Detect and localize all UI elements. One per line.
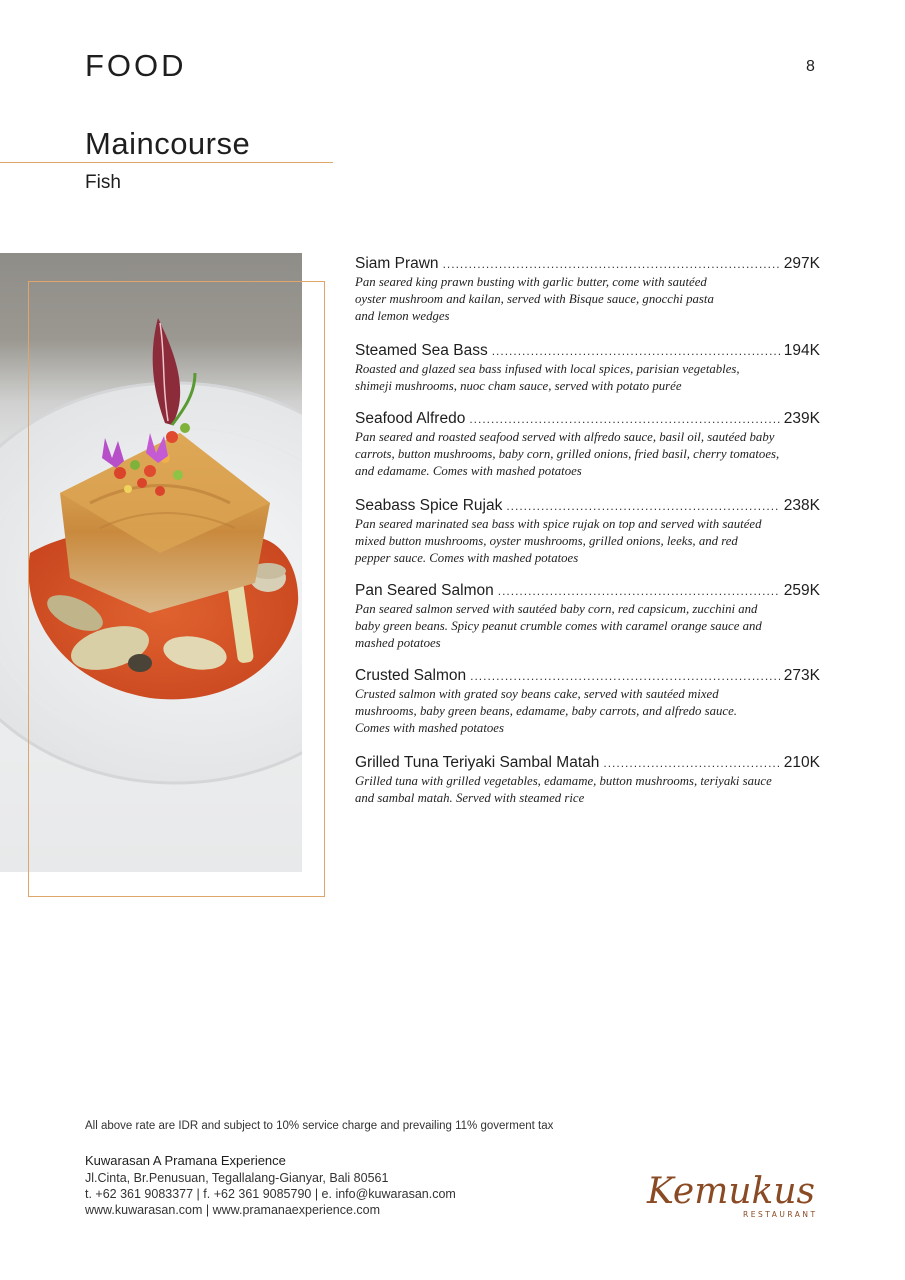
menu-item-line [355,341,820,361]
menu-item-line [355,496,820,516]
menu-item-name: Steamed Sea Bass [355,342,488,359]
menu-item-description: and lemon wedges [355,309,450,323]
menu-item-description: and edamame. Comes with mashed potatoes [355,464,582,478]
menu-item-price: 194K [783,342,820,359]
menu-item-line [355,666,820,686]
menu-item-description: oyster mushroom and kailan, served with Bisque sauce, gnocchi pasta [355,292,714,306]
menu-item [355,254,820,325]
menu-item-description: Roasted and glazed sea bass infused with local spices, parisian vegetables, [355,362,740,376]
menu-item-price: 239K [783,410,820,427]
menu-item [355,409,820,480]
dot-leader [492,342,780,361]
menu-item-name: Seabass Spice Rujak [355,497,503,514]
menu-item-description: mushrooms, baby green beans, edamame, baby carrots, and alfredo sauce. [355,704,737,718]
dot-leader [443,255,780,274]
menu-item-name: Crusted Salmon [355,667,467,684]
menu-item [355,341,820,395]
company-address: Jl.Cinta, Br.Penusuan, Tegallalang-Gianyar, Bali 80561 [85,1171,389,1185]
menu-item-description: mixed button mushrooms, oyster mushrooms, grilled onions, leeks, and red [355,534,738,548]
photo-frame [28,281,325,897]
menu-item-price: 259K [783,582,820,599]
category-label: Fish [85,172,121,193]
menu-item-name: Pan Seared Salmon [355,582,494,599]
menu-item-price: 210K [783,754,820,771]
menu-item-line [355,254,820,274]
company-contact: t. +62 361 9083377 | f. +62 361 9085790 | e. info@kuwarasan.com [85,1187,456,1201]
menu-item-description: Pan seared salmon served with sautéed baby corn, red capsicum, zucchini and [355,602,758,616]
menu-item [355,666,820,737]
menu-item-name: Grilled Tuna Teriyaki Sambal Matah [355,754,600,771]
subsection-title: Maincourse [85,126,251,161]
menu-item-description: Pan seared and roasted seafood served with alfredo sauce, basil oil, sautéed baby [355,430,775,444]
menu-item [355,581,820,652]
menu-item [355,496,820,567]
price-note: All above rate are IDR and subject to 10% service charge and prevailing 11% goverment tax [85,1120,554,1132]
dot-leader [498,582,780,601]
dot-leader [470,667,780,686]
menu-item-description: shimeji mushrooms, nuoc cham sauce, served with potato purée [355,379,682,393]
company-websites[interactable]: www.kuwarasan.com | www.pramanaexperience.com [85,1203,381,1217]
menu-item [355,753,820,807]
menu-item-description: Pan seared marinated sea bass with spice rujak on top and served with sautéed [355,517,762,531]
menu-item-price: 273K [783,667,820,684]
menu-item-description: Grilled tuna with grilled vegetables, edamame, button mushrooms, teriyaki sauce [355,774,772,788]
dot-leader [506,497,779,516]
menu-item-name: Seafood Alfredo [355,410,466,427]
menu-item-price: 238K [783,497,820,514]
page-number: 8 [806,58,815,75]
menu-item-name: Siam Prawn [355,255,439,272]
menu-item-description: and sambal matah. Served with steamed rice [355,791,585,805]
menu-item-line [355,753,820,773]
restaurant-logo [645,1165,830,1225]
menu-item-line [355,409,820,429]
title-divider [0,162,333,163]
company-name: Kuwarasan A Pramana Experience [85,1153,286,1168]
menu-list [355,254,820,807]
menu-item-description: mashed potatoes [355,636,441,650]
dot-leader [603,754,779,773]
menu-item-description: baby green beans. Spicy peanut crumble comes with caramel orange sauce and [355,619,762,633]
menu-item-description: Comes with mashed potatoes [355,721,504,735]
menu-item-line [355,581,820,601]
logo-wordmark: Kemukus [647,1171,816,1212]
menu-item-description: pepper sauce. Comes with mashed potatoes [355,551,579,565]
dot-leader [469,410,779,429]
menu-item-description: carrots, button mushrooms, baby corn, grilled onions, fried basil, cherry tomatoes, [355,447,780,461]
menu-item-description: Crusted salmon with grated soy beans cake, served with sautéed mixed [355,687,719,701]
logo-tagline: RESTAURANT [743,1210,818,1219]
section-title: FOOD [85,48,187,83]
menu-item-description: Pan seared king prawn busting with garlic butter, come with sautéed [355,275,707,289]
menu-item-price: 297K [783,255,820,272]
